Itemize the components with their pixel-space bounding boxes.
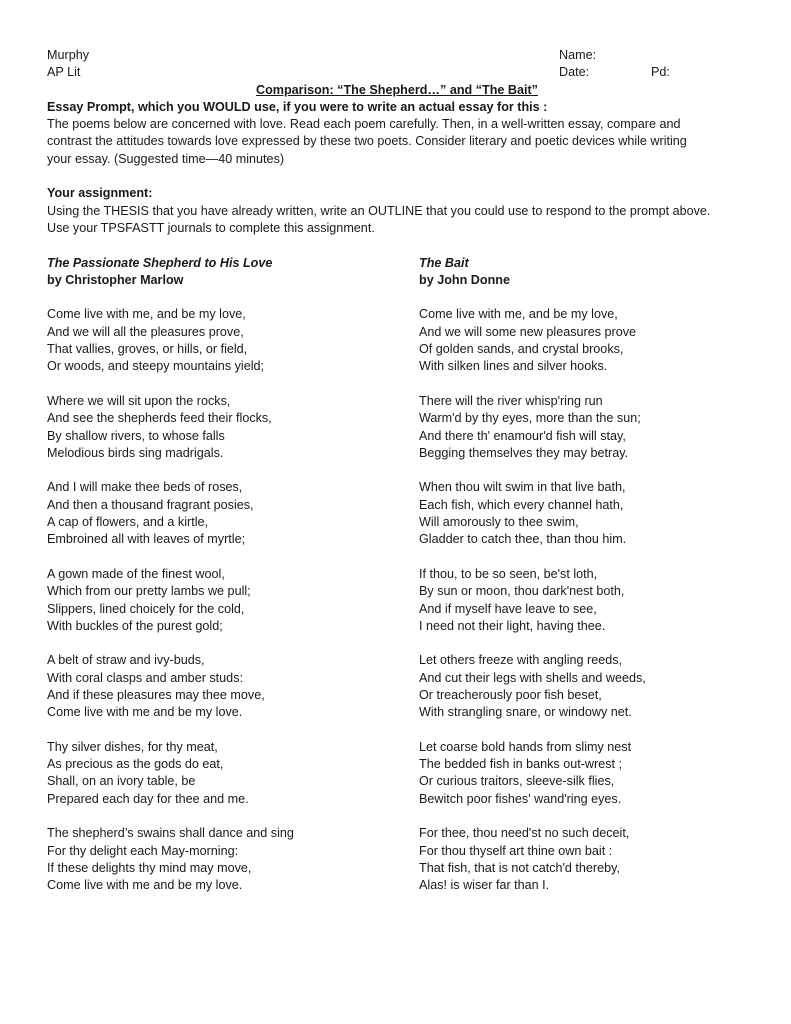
poem-marlowe: [47, 255, 407, 912]
poem-line: Melodious birds sing madrigals.: [47, 445, 224, 460]
poem-line: There will the river whisp'ring run: [419, 393, 603, 408]
stanza: [419, 479, 749, 548]
assignment-line: Using the THESIS that you have already written, write an OUTLINE that you could use to respond to the prompt above.: [47, 203, 711, 218]
poem-line: Warm'd by thy eyes, more than the sun;: [419, 411, 641, 426]
poem-line: By shallow rivers, to whose falls: [47, 428, 225, 443]
stanza: [47, 652, 407, 721]
poem-line: A belt of straw and ivy-buds,: [47, 653, 205, 668]
poem-line: Prepared each day for thee and me.: [47, 791, 249, 806]
poem-line: When thou wilt swim in that live bath,: [419, 480, 626, 495]
poem-line: With coral clasps and amber studs:: [47, 670, 243, 685]
stanza: [47, 393, 407, 462]
poem-line: With silken lines and silver hooks.: [419, 359, 608, 374]
stanza: [47, 825, 407, 894]
poem-line: Bewitch poor fishes' wand'ring eyes.: [419, 791, 622, 806]
poem-line: Slippers, lined choicely for the cold,: [47, 601, 245, 616]
poem-line: Alas! is wiser far than I.: [419, 878, 550, 893]
poem-line: Let others freeze with angling reeds,: [419, 653, 623, 668]
stanza: [419, 739, 749, 808]
poem-line: That fish, that is not catch'd thereby,: [419, 860, 620, 875]
poem-line: And cut their legs with shells and weeds,: [419, 670, 646, 685]
stanza: [419, 393, 749, 462]
poem-line: That vallies, groves, or hills, or field,: [47, 342, 248, 357]
poem-line: Let coarse bold hands from slimy nest: [419, 739, 632, 754]
poem-line: Or curious traitors, sleeve-silk flies,: [419, 774, 615, 789]
poem-line: Come live with me and be my love.: [47, 878, 243, 893]
poem-line: Gladder to catch thee, than thou him.: [419, 532, 627, 547]
poem-title: The Passionate Shepherd to His Love: [47, 255, 273, 270]
poem-line: Or woods, and steepy mountains yield;: [47, 359, 265, 374]
poem-line: For thy delight each May-morning:: [47, 843, 239, 858]
poem-line: And I will make thee beds of roses,: [47, 480, 243, 495]
poem-line: With strangling snare, or windowy net.: [419, 705, 632, 720]
course-name: AP Lit: [47, 65, 81, 80]
pd-label: Pd:: [651, 65, 670, 80]
stanza: [47, 479, 407, 548]
poem-author: by John Donne: [419, 272, 510, 287]
poem-line: A cap of flowers, and a kirtle,: [47, 515, 209, 530]
poem-line: With buckles of the purest gold;: [47, 618, 223, 633]
poem-line: And if myself have leave to see,: [419, 601, 597, 616]
stanza: [419, 566, 749, 635]
poem-line: Come live with me and be my love.: [47, 705, 243, 720]
poem-line: And we will all the pleasures prove,: [47, 324, 244, 339]
poem-donne: [419, 255, 749, 912]
poem-line: Come live with me, and be my love,: [419, 307, 618, 322]
poem-line: The shepherd’s swains shall dance and sing: [47, 826, 294, 841]
page-title: Comparison: “The Shepherd…” and “The Bait”: [256, 82, 538, 97]
poem-line: If thou, to be so seen, be'st loth,: [419, 566, 598, 581]
prompt-heading: Essay Prompt, which you WOULD use, if you were to write an actual essay for this :: [47, 99, 548, 114]
poem-line: And see the shepherds feed their flocks,: [47, 411, 272, 426]
poem-line: Each fish, which every channel hath,: [419, 497, 624, 512]
poem-line: For thee, thou need'st no such deceit,: [419, 826, 630, 841]
poem-line: For thou thyself art thine own bait :: [419, 843, 613, 858]
name-label: Name:: [559, 48, 597, 62]
stanza: [419, 825, 749, 894]
assignment-heading: Your assignment:: [47, 186, 153, 201]
poem-title: The Bait: [419, 255, 469, 270]
poem-line: The bedded fish in banks out-wrest ;: [419, 757, 623, 772]
poem-line: Will amorously to thee swim,: [419, 515, 579, 530]
poem-author: by Christopher Marlow: [47, 272, 184, 287]
stanza: [419, 652, 749, 721]
poem-line: Begging themselves they may betray.: [419, 445, 629, 460]
poem-line: As precious as the gods do eat,: [47, 757, 224, 772]
poem-line: Where we will sit upon the rocks,: [47, 393, 231, 408]
poem-line: If these delights thy mind may move,: [47, 860, 252, 875]
poem-line: Or treacherously poor fish beset,: [419, 687, 602, 702]
poem-line: And we will some new pleasures prove: [419, 324, 636, 339]
worksheet-page: [47, 47, 747, 893]
teacher-name: Murphy: [47, 48, 89, 62]
poem-line: Shall, on an ivory table, be: [47, 774, 196, 789]
poem-line: And there th' enamour'd fish will stay,: [419, 428, 626, 443]
poem-line: And then a thousand fragrant posies,: [47, 497, 254, 512]
poem-line: Come live with me, and be my love,: [47, 307, 246, 322]
poem-line: Of golden sands, and crystal brooks,: [419, 342, 624, 357]
poem-line: I need not their light, having thee.: [419, 618, 606, 633]
stanza: [47, 566, 407, 635]
prompt-line: The poems below are concerned with love. Read each poem carefully. Then, in a well-written essay, compare and: [47, 117, 681, 132]
assignment-line: Use your TPSFASTT journals to complete this assignment.: [47, 220, 375, 235]
poem-line: And if these pleasures may thee move,: [47, 687, 265, 702]
stanza: [47, 739, 407, 808]
poem-line: Embroined all with leaves of myrtle;: [47, 532, 246, 547]
poem-line: Which from our pretty lambs we pull;: [47, 584, 251, 599]
prompt-line: contrast the attitudes towards love expressed by these two poets. Consider literary and poetic devices while writing: [47, 134, 687, 149]
header-row-2: [47, 64, 747, 81]
prompt-line: your essay. (Suggested time—40 minutes): [47, 151, 285, 166]
header-row-1: [47, 47, 747, 64]
stanza: [47, 306, 407, 375]
poem-line: Thy silver dishes, for thy meat,: [47, 739, 218, 754]
date-label: Date:: [559, 65, 590, 80]
poem-line: A gown made of the finest wool,: [47, 566, 225, 581]
stanza: [419, 306, 749, 375]
poem-line: By sun or moon, thou dark'nest both,: [419, 584, 625, 599]
